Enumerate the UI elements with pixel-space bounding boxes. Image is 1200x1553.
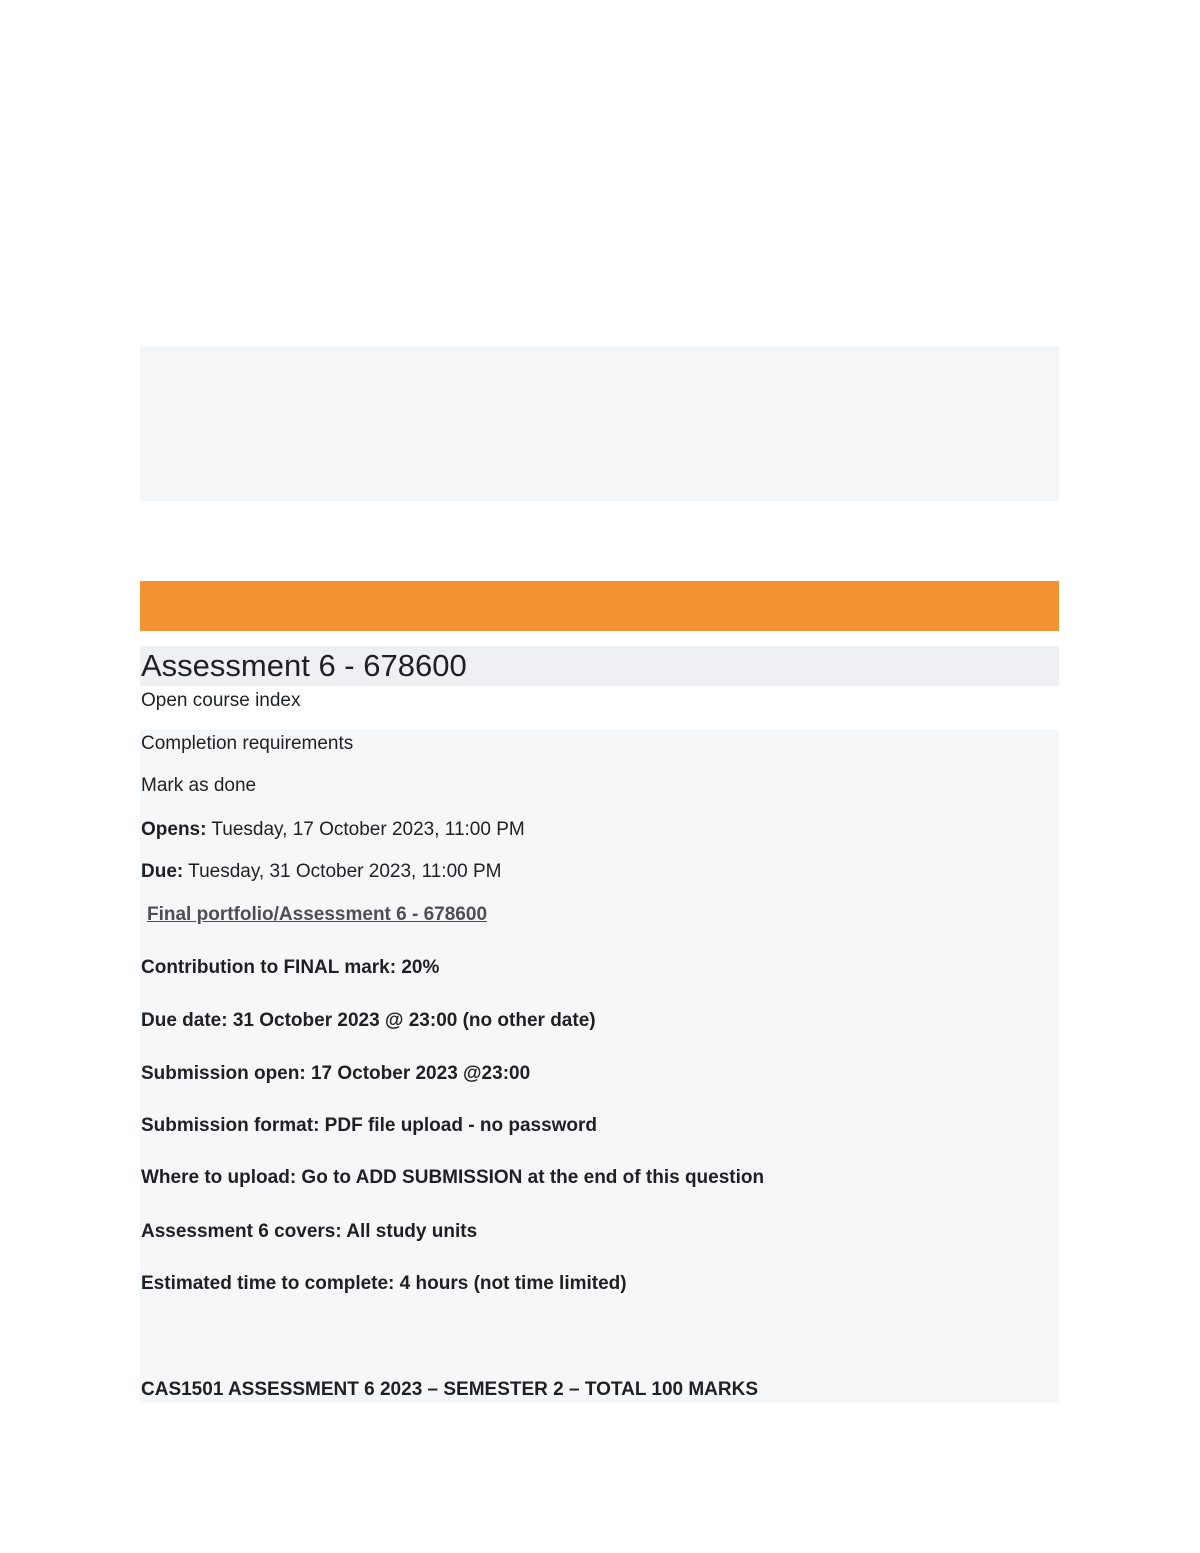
detail-submission-format: Submission format: PDF file upload - no password bbox=[141, 1115, 598, 1136]
opens-value: Tuesday, 17 October 2023, 11:00 PM bbox=[206, 819, 525, 840]
detail-covers: Assessment 6 covers: All study units bbox=[141, 1221, 478, 1242]
due-value: Tuesday, 31 October 2023, 11:00 PM bbox=[183, 861, 502, 882]
page-title: Assessment 6 - 678600 bbox=[141, 648, 467, 683]
opens-label: Opens: bbox=[141, 819, 207, 840]
accent-banner bbox=[140, 581, 1059, 631]
detail-where-to-upload: Where to upload: Go to ADD SUBMISSION at the end of this question bbox=[141, 1167, 765, 1188]
final-portfolio-link[interactable]: Final portfolio/Assessment 6 - 678600 bbox=[147, 904, 488, 925]
detail-submission-open: Submission open: 17 October 2023 @23:00 bbox=[141, 1063, 531, 1084]
opens-date bbox=[141, 818, 525, 842]
top-panel bbox=[140, 346, 1059, 501]
mark-as-done-button[interactable]: Mark as done bbox=[141, 775, 257, 796]
due-date bbox=[141, 860, 502, 884]
completion-requirements-toggle[interactable]: Completion requirements bbox=[141, 733, 354, 754]
detail-contribution: Contribution to FINAL mark: 20% bbox=[141, 957, 440, 978]
detail-due-date: Due date: 31 October 2023 @ 23:00 (no other date) bbox=[141, 1010, 596, 1031]
due-label: Due: bbox=[141, 861, 184, 882]
detail-estimated-time: Estimated time to complete: 4 hours (not time limited) bbox=[141, 1273, 627, 1294]
open-course-index-button[interactable]: Open course index bbox=[141, 690, 301, 711]
assessment-heading: CAS1501 ASSESSMENT 6 2023 – SEMESTER 2 – TOTAL 100 MARKS bbox=[141, 1379, 759, 1400]
